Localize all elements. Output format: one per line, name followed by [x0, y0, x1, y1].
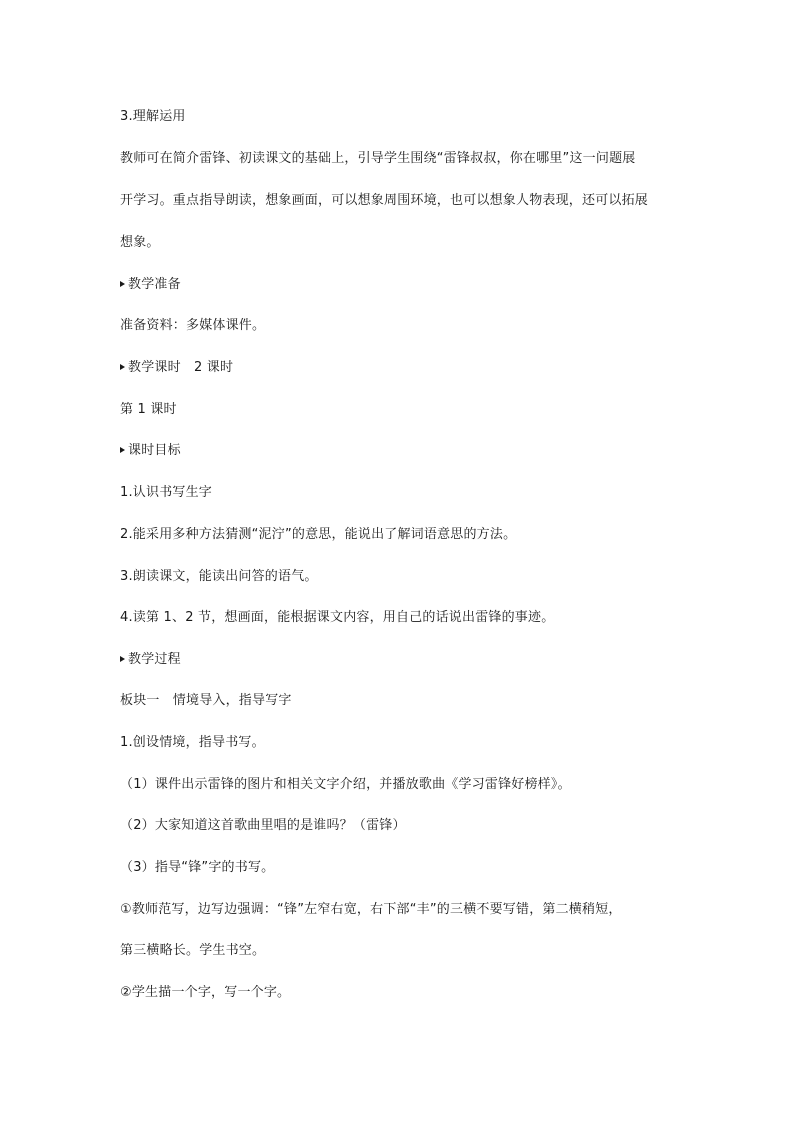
step-heading: 1.创设情境，指导书写。	[120, 735, 265, 750]
step-item: ②学生描一个字，写一个字。	[120, 985, 291, 1000]
step-item: ①教师范写，边写边强调：“锋”左窄右宽，右下部“丰”的三横不要写错，第二横稍短，	[120, 902, 622, 917]
triangle-bullet-icon	[120, 364, 125, 370]
goal-item: 1.认识书写生字	[120, 485, 213, 500]
block-heading: 板块一 情境导入，指导写字	[120, 693, 292, 708]
triangle-bullet-icon	[120, 447, 125, 453]
paragraph-line: 想象。	[120, 235, 160, 250]
triangle-bullet-icon	[120, 281, 125, 287]
step-item: （3）指导“锋”字的书写。	[120, 860, 275, 875]
heading-teaching-preparation: 教学准备	[120, 277, 680, 293]
heading-lesson-one: 第 1 课时	[120, 402, 177, 417]
heading-teaching-process: 教学过程	[120, 652, 680, 668]
step-item: 第三横略长。学生书空。	[120, 943, 266, 958]
heading-teaching-hours: 教学课时 2 课时	[120, 360, 680, 376]
triangle-bullet-icon	[120, 656, 125, 662]
paragraph-line: 教师可在简介雷锋、初读课文的基础上，引导学生围绕“雷锋叔叔，你在哪里”这一问题展	[120, 151, 636, 166]
goal-item: 2.能采用多种方法猜测“泥泞”的意思，能说出了解词语意思的方法。	[120, 527, 517, 542]
step-item: （1）课件出示雷锋的图片和相关文字介绍，并播放歌曲《学习雷锋好榜样》。	[120, 777, 571, 792]
paragraph-line: 准备资料：多媒体课件。	[120, 318, 266, 333]
paragraph-line: 开学习。重点指导朗读，想象画面，可以想象周围环境，也可以想象人物表现，还可以拓展	[120, 193, 649, 208]
section-heading-understand-apply: 3.理解运用	[120, 109, 186, 124]
step-item: （2）大家知道这首歌曲里唱的是谁吗？（雷锋）	[120, 818, 406, 833]
goal-item: 4.读第 1、2 节，想画面，能根据课文内容，用自己的话说出雷锋的事迹。	[120, 610, 555, 625]
goal-item: 3.朗读课文，能读出问答的语气。	[120, 569, 318, 584]
heading-lesson-goals: 课时目标	[120, 443, 680, 459]
